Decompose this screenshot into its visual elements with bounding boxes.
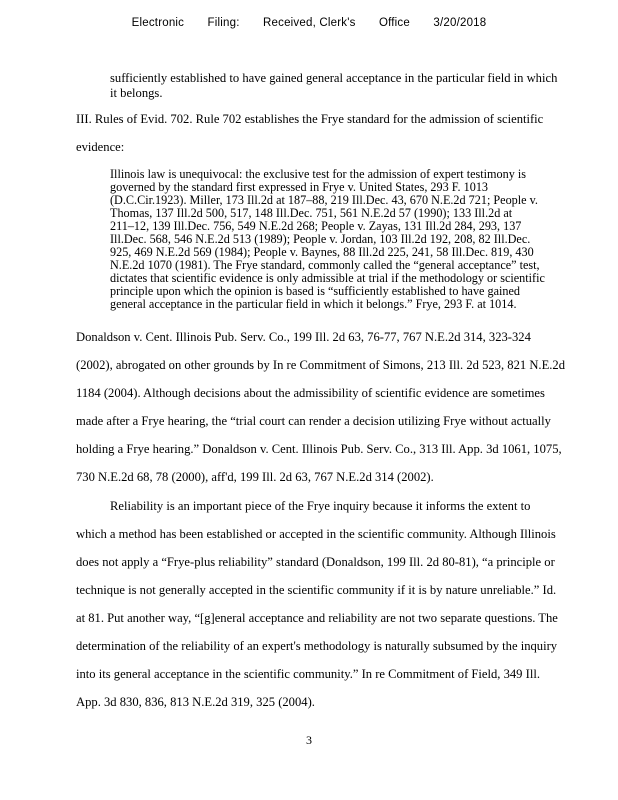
text-line: III. Rules of Evid. 702. Rule 702 establishes the Frye standard for the admission of scientific (76, 112, 544, 126)
block-quote-line: governed by the standard first expressed in Frye v. United States, 293 F. 1013 (110, 180, 489, 194)
body-line: holding a Frye hearing.” Donaldson v. Cent. Illinois Pub. Serv. Co., 313 Ill. App. 3d 1061, 1075, (76, 442, 562, 456)
efiling-header (0, 17, 618, 29)
block-quote-line: (D.C.Cir.1923). Miller, 173 Ill.2d at 187–88, 219 Ill.Dec. 43, 670 N.E.2d 721; People v. (110, 193, 538, 207)
body-line: 1184 (2004). Although decisions about the admissibility of scientific evidence are sometimes (76, 386, 545, 400)
text-line: sufficiently established to have gained general acceptance in the particular field in which (110, 71, 558, 85)
body-line: Reliability is an important piece of the Frye inquiry because it informs the extent to (110, 499, 531, 513)
text-line: it belongs. (110, 86, 163, 100)
body-line: at 81. Put another way, “[g]eneral acceptance and reliability are not two separate questions. The (76, 611, 558, 625)
header-filing: Filing: (207, 17, 240, 29)
citation-line: Donaldson v. Cent. Illinois Pub. Serv. Co., 199 Ill. 2d 63, 76-77, 767 N.E.2d 314, 323-324 (76, 330, 531, 344)
block-quote-line: dictates that scientific evidence is only admissible at trial if the methodology or scientific (110, 271, 545, 285)
body-line: determination of the reliability of an expert's methodology is naturally subsumed by the inquiry (76, 639, 558, 653)
block-quote-line: 211–12, 139 Ill.Dec. 756, 549 N.E.2d 268; People v. Zayas, 131 Ill.2d 284, 293, 137 (110, 219, 522, 233)
body-line: made after a Frye hearing, the “trial court can render a decision utilizing Frye without actually (76, 414, 551, 428)
header-office: Office (378, 17, 410, 29)
body-line: technique is not generally accepted in the scientific community if it is by nature unreliable.” Id. (76, 583, 557, 597)
page-number: 3 (306, 733, 312, 747)
body-line: App. 3d 830, 836, 813 N.E.2d 319, 325 (2004). (76, 695, 315, 709)
header-electronic: Electronic (131, 17, 185, 29)
block-quote-line: Thomas, 137 Ill.2d 500, 517, 148 Ill.Dec. 751, 561 N.E.2d 57 (1990); 133 Ill.2d at (110, 206, 513, 220)
block-quote-line: Illinois law is unequivocal: the exclusive test for the admission of expert testimony is (110, 167, 526, 181)
body-line: which a method has been established or accepted in the scientific community. Although Illinois (76, 527, 556, 541)
body-line: does not apply a “Frye-plus reliability” standard (Donaldson, 199 Ill. 2d 80-81), “a principle or (76, 555, 555, 569)
text-line: evidence: (76, 140, 125, 154)
citation-line: (2002), abrogated on other grounds by In re Commitment of Simons, 213 Ill. 2d 523, 821 N.E.2d (76, 358, 565, 372)
body-line: into its general acceptance in the scientific community.” In re Commitment of Field, 349 Ill. (76, 667, 540, 681)
block-quote-line: Ill.Dec. 568, 546 N.E.2d 513 (1989); People v. Jordan, 103 Ill.2d 192, 208, 82 Ill.Dec. (110, 232, 531, 246)
block-quote-line: principle upon which the opinion is based is “sufficiently established to have gained (110, 284, 520, 298)
header-received-clerks: Received, Clerk's (263, 17, 356, 29)
block-quote-line: N.E.2d 1070 (1981). The Frye standard, commonly called the “general acceptance” test, (110, 258, 540, 272)
header-date: 3/20/2018 (433, 17, 487, 29)
block-quote-line: 925, 469 N.E.2d 569 (1984); People v. Baynes, 88 Ill.2d 225, 241, 58 Ill.Dec. 819, 430 (110, 245, 534, 259)
block-quote-line: general acceptance in the particular field in which it belongs.” Frye, 293 F. at 1014. (110, 297, 517, 311)
body-line: 730 N.E.2d 68, 78 (2000), aff'd, 199 Ill. 2d 63, 767 N.E.2d 314 (2002). (76, 470, 434, 484)
